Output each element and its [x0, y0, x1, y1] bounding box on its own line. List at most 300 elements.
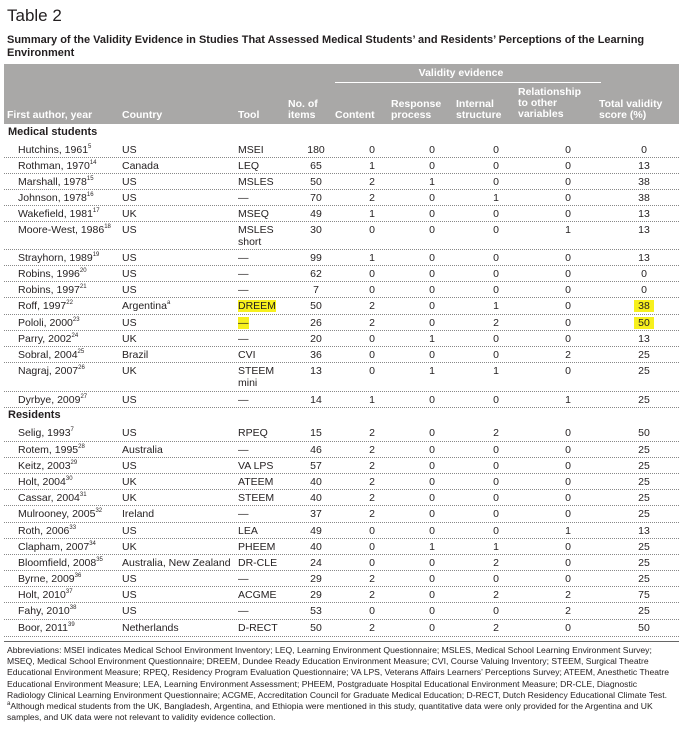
- cell-tool: ACGME: [238, 589, 277, 601]
- reference-number: 28: [78, 444, 85, 450]
- cell-country: [122, 460, 137, 472]
- cell-response-process: 0: [429, 589, 435, 601]
- cell-content: 2: [369, 508, 375, 520]
- cell-country: [122, 365, 137, 377]
- cell-relationship: 0: [565, 300, 571, 312]
- cell-author: [18, 317, 80, 329]
- country-name: Canada: [122, 160, 159, 172]
- author-name: Byrne, 2009: [18, 573, 75, 585]
- cell-response-process: 0: [429, 476, 435, 488]
- cell-tool: MSLES short: [238, 224, 274, 248]
- cell-total-score: 0: [641, 284, 647, 296]
- cell-content: 0: [369, 541, 375, 553]
- cell-content: 0: [369, 525, 375, 537]
- header-n-items: No. of items: [288, 98, 318, 121]
- cell-author: [18, 268, 87, 280]
- table-row: [4, 331, 679, 347]
- cell-total-score: 25: [638, 541, 650, 553]
- cell-content: 2: [369, 622, 375, 634]
- cell-n-items: 50: [310, 300, 322, 312]
- cell-total-score: 25: [638, 444, 650, 456]
- reference-number: 15: [86, 176, 94, 182]
- cell-response-process: 0: [429, 317, 435, 329]
- table-row: [4, 474, 679, 490]
- cell-tool: —: [238, 333, 249, 345]
- cell-country: [122, 252, 137, 264]
- country-name: UK: [122, 365, 137, 377]
- cell-content: 0: [369, 224, 375, 236]
- cell-n-items: 40: [310, 541, 322, 553]
- cell-relationship: 1: [565, 394, 571, 406]
- country-name: US: [122, 605, 137, 617]
- cell-total-score: 50: [634, 317, 654, 329]
- country-name: US: [122, 284, 137, 296]
- reference-number: 25: [77, 349, 85, 355]
- cell-total-score: 50: [638, 622, 650, 634]
- country-name: Argentina: [122, 300, 167, 312]
- cell-author: [18, 508, 102, 520]
- reference-number: 34: [89, 541, 96, 547]
- cell-tool: —: [238, 508, 249, 520]
- cell-country: [122, 284, 137, 296]
- cell-total-score: 25: [638, 349, 650, 361]
- author-name: Fahy, 2010: [18, 605, 70, 617]
- cell-response-process: 0: [429, 268, 435, 280]
- cell-tool: LEQ: [238, 160, 260, 172]
- cell-total-score: 25: [638, 508, 650, 520]
- cell-response-process: 1: [429, 541, 435, 553]
- table-row: [4, 315, 679, 331]
- cell-n-items: 30: [310, 224, 322, 236]
- cell-relationship: 0: [565, 252, 571, 264]
- cell-tool: VA LPS: [238, 460, 274, 472]
- cell-relationship: 0: [565, 144, 571, 156]
- cell-relationship: 2: [565, 589, 571, 601]
- cell-author: [18, 444, 85, 456]
- cell-content: 2: [369, 300, 375, 312]
- country-name: US: [122, 394, 137, 406]
- table-row: [4, 347, 679, 363]
- table-row: [4, 523, 679, 539]
- reference-number: 16: [86, 192, 94, 198]
- cell-response-process: 0: [429, 605, 435, 617]
- header-internal-structure: Internal structure: [456, 98, 502, 121]
- cell-country: [122, 589, 137, 601]
- cell-total-score: 50: [638, 427, 650, 439]
- cell-tool: ATEEM: [238, 476, 274, 488]
- header-tool: Tool: [238, 109, 260, 121]
- cell-internal-structure: 2: [493, 589, 499, 601]
- cell-tool: DREEM: [238, 300, 276, 312]
- country-name: US: [122, 317, 137, 329]
- cell-internal-structure: 1: [493, 192, 499, 204]
- cell-country: [122, 541, 137, 553]
- reference-number: 39: [68, 622, 75, 628]
- cell-total-score: 13: [638, 252, 650, 264]
- author-name: Boor, 2011: [18, 622, 69, 634]
- cell-relationship: 2: [565, 349, 571, 361]
- cell-tool: —: [238, 284, 249, 296]
- cell-content: 2: [369, 176, 375, 188]
- reference-number: 21: [79, 284, 87, 290]
- cell-relationship: 0: [565, 192, 571, 204]
- author-name: Wakefield, 1981: [18, 208, 93, 220]
- cell-relationship: 0: [565, 557, 571, 569]
- cell-total-score: 25: [638, 605, 650, 617]
- cell-relationship: 0: [565, 268, 571, 280]
- cell-internal-structure: 0: [493, 476, 499, 488]
- cell-n-items: 40: [310, 476, 322, 488]
- table-notes: [7, 645, 677, 723]
- cell-internal-structure: 2: [493, 557, 499, 569]
- cell-country: [122, 349, 148, 361]
- country-name: Netherlands: [122, 622, 179, 634]
- cell-response-process: 0: [429, 622, 435, 634]
- cell-response-process: 0: [429, 160, 435, 172]
- cell-internal-structure: 1: [493, 365, 499, 377]
- cell-author: [18, 208, 100, 220]
- cell-country: [122, 268, 137, 280]
- author-name: Robins, 1997: [18, 284, 80, 296]
- country-name: US: [122, 573, 137, 585]
- cell-n-items: 20: [310, 333, 322, 345]
- cell-country: [122, 224, 137, 236]
- author-name: Holt, 2004: [18, 476, 66, 488]
- reference-number: 23: [72, 317, 80, 323]
- header-relationship: Relationship to other variables: [518, 86, 582, 120]
- cell-content: 1: [369, 208, 375, 220]
- cell-author: [18, 144, 91, 156]
- table-row: [4, 222, 679, 250]
- cell-author: [18, 541, 96, 553]
- cell-n-items: 65: [310, 160, 322, 172]
- reference-number: 36: [74, 573, 82, 579]
- author-name: Cassar, 2004: [18, 492, 80, 504]
- country-name: US: [122, 224, 137, 236]
- table-header: [4, 64, 679, 124]
- table-row: [4, 506, 679, 523]
- cell-author: [18, 349, 84, 361]
- cell-author: [18, 333, 78, 345]
- cell-author: [18, 224, 111, 236]
- country-name: US: [122, 460, 137, 472]
- cell-author: [18, 492, 87, 504]
- cell-response-process: 0: [429, 394, 435, 406]
- cell-relationship: 0: [565, 541, 571, 553]
- cell-response-process: 0: [429, 557, 435, 569]
- table-row: [4, 363, 679, 392]
- cell-content: 2: [369, 476, 375, 488]
- cell-response-process: 0: [429, 525, 435, 537]
- header-content: Content: [335, 109, 375, 121]
- cell-total-score: 13: [638, 333, 650, 345]
- table-row: [4, 539, 679, 555]
- cell-internal-structure: 0: [493, 252, 499, 264]
- cell-n-items: 14: [310, 394, 322, 406]
- cell-response-process: 0: [429, 492, 435, 504]
- cell-internal-structure: 0: [493, 349, 499, 361]
- cell-total-score: 38: [638, 176, 650, 188]
- cell-relationship: 0: [565, 284, 571, 296]
- cell-author: [18, 252, 99, 264]
- table-row: [4, 587, 679, 603]
- reference-number: 17: [92, 208, 100, 214]
- cell-total-score: 25: [638, 492, 650, 504]
- cell-relationship: 0: [565, 508, 571, 520]
- cell-total-score: 38: [638, 192, 650, 204]
- cell-content: 1: [369, 160, 375, 172]
- cell-tool: MSLES: [238, 176, 274, 188]
- cell-n-items: 46: [310, 444, 322, 456]
- cell-total-score: 0: [641, 144, 647, 156]
- country-name: Australia: [122, 444, 163, 456]
- cell-relationship: 0: [565, 444, 571, 456]
- cell-tool: LEA: [238, 525, 258, 537]
- reference-number: 38: [69, 605, 77, 611]
- table-row: [4, 603, 679, 620]
- table-row: [4, 206, 679, 222]
- author-name: Clapham, 2007: [18, 541, 90, 553]
- header-validity-evidence: Validity evidence: [418, 67, 504, 79]
- cell-tool: —: [238, 394, 249, 406]
- cell-country: [122, 508, 154, 520]
- cell-response-process: 0: [429, 252, 435, 264]
- cell-response-process: 0: [429, 300, 435, 312]
- cell-relationship: 0: [565, 476, 571, 488]
- cell-relationship: 0: [565, 622, 571, 634]
- cell-internal-structure: 0: [493, 176, 499, 188]
- cell-author: [18, 573, 81, 585]
- cell-tool: —: [238, 317, 249, 329]
- cell-total-score: 25: [638, 573, 650, 585]
- reference-number: 29: [70, 460, 78, 466]
- reference-number: 26: [78, 365, 85, 371]
- cell-author: [18, 557, 103, 569]
- cell-n-items: 26: [310, 317, 322, 329]
- cell-tool: —: [238, 605, 249, 617]
- cell-country: [122, 333, 137, 345]
- cell-internal-structure: 1: [493, 541, 499, 553]
- cell-n-items: 50: [310, 622, 322, 634]
- reference-number: 20: [79, 268, 87, 274]
- country-name: UK: [122, 541, 137, 553]
- cell-internal-structure: 0: [493, 605, 499, 617]
- cell-content: 2: [369, 589, 375, 601]
- cell-country: [122, 492, 137, 504]
- cell-tool: D-RECT: [238, 622, 278, 634]
- table-row: [4, 555, 679, 571]
- reference-number: 22: [66, 300, 73, 306]
- cell-internal-structure: 0: [493, 268, 499, 280]
- cell-tool: MSEI: [238, 144, 264, 156]
- country-name: UK: [122, 333, 137, 345]
- cell-n-items: 180: [307, 144, 325, 156]
- cell-country: [122, 476, 137, 488]
- cell-relationship: 0: [565, 365, 571, 377]
- cell-country: [122, 192, 137, 204]
- section-label: Medical students: [8, 126, 98, 138]
- cell-internal-structure: 2: [493, 427, 499, 439]
- table-title: Summary of the Validity Evidence in Studies That Assessed Medical Students’ and Residents’ Perceptions of the Learning Environment: [7, 34, 645, 59]
- cell-total-score: 25: [638, 365, 650, 377]
- reference-number: 27: [80, 394, 88, 400]
- cell-internal-structure: 0: [493, 224, 499, 236]
- cell-country: [122, 208, 137, 220]
- table-row: [4, 250, 679, 266]
- author-name: Bloomfield, 2008: [18, 557, 97, 569]
- table-row: [4, 174, 679, 190]
- cell-relationship: 0: [565, 208, 571, 220]
- cell-response-process: 0: [429, 208, 435, 220]
- author-name: Keitz, 2003: [18, 460, 71, 472]
- cell-content: 0: [369, 557, 375, 569]
- cell-tool: —: [238, 444, 249, 456]
- country-name: US: [122, 192, 137, 204]
- author-name: Strayhorn, 1989: [18, 252, 93, 264]
- cell-country: [122, 427, 137, 439]
- cell-n-items: 37: [310, 508, 322, 520]
- reference-number: 30: [65, 476, 73, 482]
- author-name: Parry, 2002: [18, 333, 72, 345]
- cell-n-items: 49: [310, 208, 322, 220]
- cell-author: [18, 605, 76, 617]
- cell-tool: —: [238, 252, 249, 264]
- cell-total-score: 75: [638, 589, 650, 601]
- author-name: Moore-West, 1986: [18, 224, 105, 236]
- cell-country: [122, 605, 137, 617]
- country-name: US: [122, 252, 137, 264]
- table-row: [4, 620, 679, 637]
- cell-internal-structure: 1: [493, 300, 499, 312]
- author-name: Selig, 1993: [18, 427, 71, 439]
- table-row: [4, 158, 679, 174]
- table-bottom-rule: [4, 641, 679, 642]
- author-name: Johnson, 1978: [18, 192, 87, 204]
- cell-n-items: 53: [310, 605, 322, 617]
- cell-internal-structure: 0: [493, 144, 499, 156]
- reference-number: 7: [70, 427, 74, 433]
- table-row: [4, 490, 679, 506]
- cell-content: 2: [369, 444, 375, 456]
- cell-response-process: 0: [429, 508, 435, 520]
- cell-total-score: 38: [634, 300, 654, 312]
- cell-response-process: 0: [429, 192, 435, 204]
- table-row: [4, 282, 679, 298]
- cell-author: [18, 192, 94, 204]
- cell-internal-structure: 0: [493, 284, 499, 296]
- author-name: Holt, 2010: [18, 589, 66, 601]
- cell-relationship: 0: [565, 460, 571, 472]
- cell-response-process: 0: [429, 349, 435, 361]
- cell-relationship: 0: [565, 573, 571, 585]
- cell-total-score: 13: [638, 224, 650, 236]
- cell-n-items: 50: [310, 176, 322, 188]
- cell-content: 1: [369, 394, 375, 406]
- cell-total-score: 25: [638, 557, 650, 569]
- header-country: Country: [122, 109, 163, 121]
- cell-total-score: 25: [638, 394, 650, 406]
- cell-author: [18, 365, 85, 377]
- cell-total-score: 25: [638, 460, 650, 472]
- reference-number: 33: [69, 525, 77, 531]
- country-name: US: [122, 427, 137, 439]
- table-row: [4, 442, 679, 458]
- cell-relationship: 0: [565, 160, 571, 172]
- cell-internal-structure: 0: [493, 525, 499, 537]
- cell-author: [18, 460, 77, 472]
- cell-content: 0: [369, 605, 375, 617]
- cell-total-score: 13: [638, 525, 650, 537]
- cell-country: [122, 622, 179, 634]
- cell-author: [18, 589, 73, 601]
- cell-content: 0: [369, 284, 375, 296]
- cell-internal-structure: 0: [493, 333, 499, 345]
- cell-internal-structure: 0: [493, 160, 499, 172]
- reference-number: 35: [96, 557, 103, 563]
- cell-internal-structure: 2: [493, 317, 499, 329]
- cell-tool: —: [238, 573, 249, 585]
- cell-response-process: 1: [429, 365, 435, 377]
- cell-internal-structure: 0: [493, 508, 499, 520]
- abbreviations-note: Abbreviations: MSEI indicates Medical School Environment Inventory; LEQ, Learning Environment Questionnaire; MSLES, Medical School Learning Environment Survey; MSEQ, Medical School Environment Questionnaire; DREEM, Dundee Ready Education Environment Measure; CVI, Course Valuing Inventory; STEEM, Surgical Theatre Educational Environment Measure; RPEQ, Residency Program Evaluation Questionnaire; VA LPS, Veterans Affairs Learners’ Perceptions Survey; ATEEM, Anesthetic Theatre Educational Environment Measure; LEA, Learning Environment Assessment; PHEEM, Postgraduate Hospital Educational Environment Measure; DR-CLE, Diagnostic Radiology Clinical Learning Environment Questionnaire; ACGME, Accreditation Council for Graduate Medical Education; D-RECT, Dutch Residency Educational Climate Test.: [7, 645, 670, 700]
- author-name: Mulrooney, 2005: [18, 508, 96, 520]
- header-total-score: Total validity score (%): [599, 98, 663, 121]
- cell-author: [18, 300, 73, 312]
- cell-relationship: 1: [565, 224, 571, 236]
- cell-tool: DR-CLE: [238, 557, 278, 569]
- cell-n-items: 7: [313, 284, 319, 296]
- cell-author: [18, 476, 73, 488]
- cell-response-process: 0: [429, 460, 435, 472]
- table-row: [4, 458, 679, 474]
- cell-n-items: 70: [310, 192, 322, 204]
- country-name: Brazil: [122, 349, 149, 361]
- validity-evidence-rule: [335, 82, 601, 83]
- cell-response-process: 0: [429, 427, 435, 439]
- cell-content: 0: [369, 365, 375, 377]
- reference-number: 5: [88, 144, 92, 150]
- reference-number: 31: [79, 492, 87, 498]
- cell-relationship: 0: [565, 492, 571, 504]
- reference-number: 14: [89, 160, 97, 166]
- header-response-process: Response process: [391, 98, 442, 121]
- cell-internal-structure: 0: [493, 444, 499, 456]
- table-row: [4, 142, 679, 158]
- cell-n-items: 29: [310, 589, 322, 601]
- cell-author: [18, 427, 74, 439]
- cell-content: 1: [369, 252, 375, 264]
- cell-content: 2: [369, 317, 375, 329]
- cell-tool: —: [238, 268, 249, 280]
- cell-country: [122, 144, 137, 156]
- cell-relationship: 1: [565, 525, 571, 537]
- table-row: [4, 190, 679, 206]
- cell-n-items: 15: [310, 427, 322, 439]
- table-row: [4, 298, 679, 315]
- cell-internal-structure: 2: [493, 622, 499, 634]
- cell-internal-structure: 0: [493, 394, 499, 406]
- cell-response-process: 0: [429, 284, 435, 296]
- cell-tool: STEEM: [238, 492, 275, 504]
- cell-content: 2: [369, 460, 375, 472]
- cell-n-items: 36: [310, 349, 322, 361]
- cell-author: [18, 622, 75, 634]
- cell-country: [122, 573, 137, 585]
- cell-country: [122, 525, 137, 537]
- country-name: US: [122, 144, 137, 156]
- cell-internal-structure: 0: [493, 208, 499, 220]
- cell-content: 2: [369, 192, 375, 204]
